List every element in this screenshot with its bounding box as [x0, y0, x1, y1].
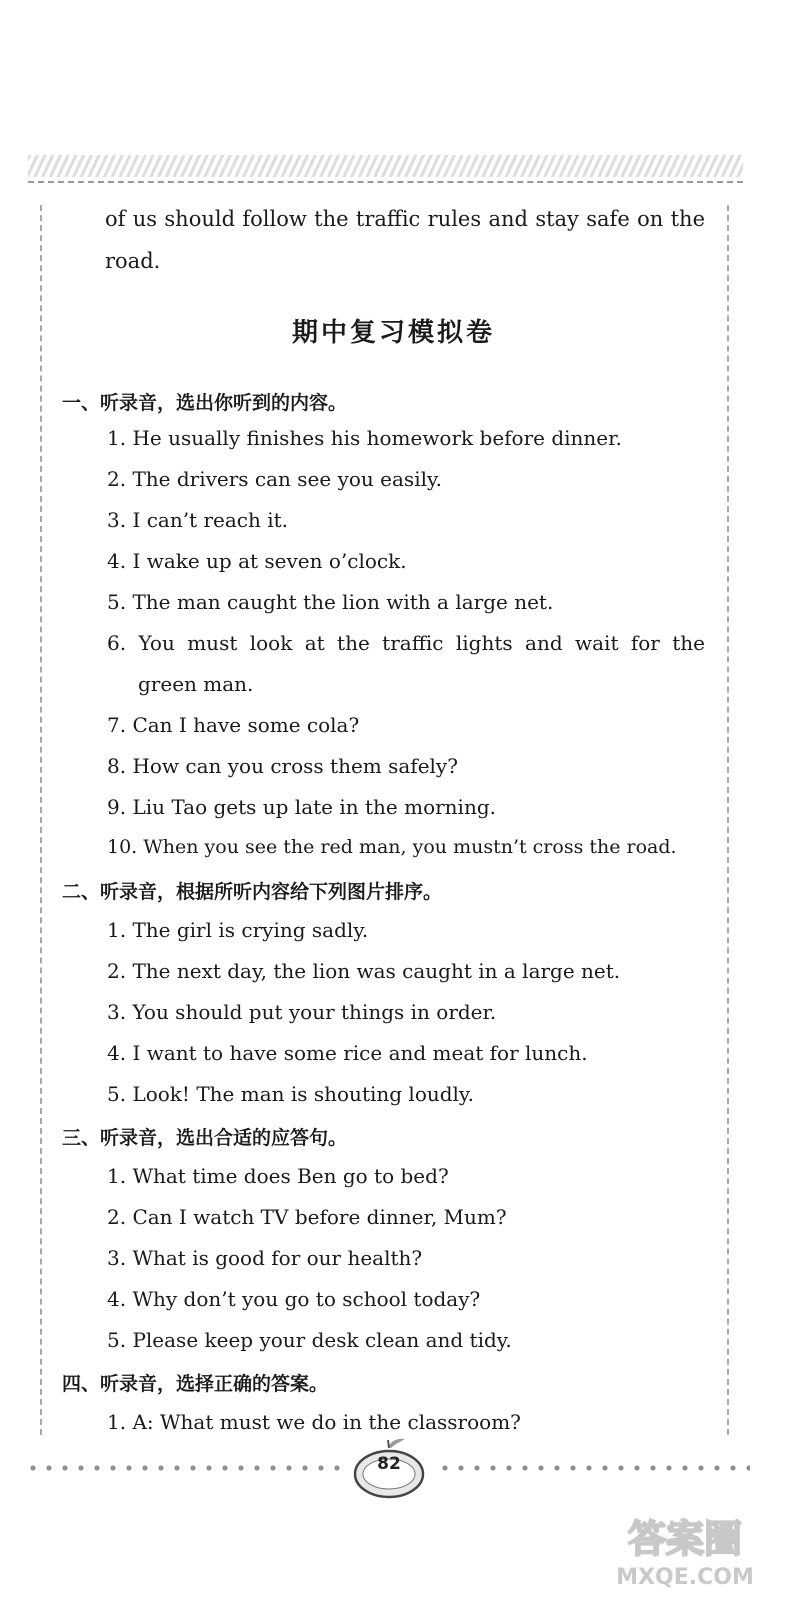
section-4-heading: 四、听录音，选择正确的答案。 — [62, 1373, 329, 1395]
right-margin-line — [727, 205, 729, 1435]
section-1-item: 9. Liu Tao gets up late in the morning. — [107, 795, 496, 819]
section-2-heading: 二、听录音，根据所听内容给下列图片排序。 — [62, 881, 443, 903]
section-1-item: 3. I can’t reach it. — [107, 508, 289, 532]
continuation-line-1: of us should follow the traffic rules and stay safe on the — [105, 207, 705, 231]
section-1-item: 6. You must look at the traffic lights and wait for the — [107, 631, 705, 655]
section-3-item: 5. Please keep your desk clean and tidy. — [107, 1328, 512, 1352]
section-2-item: 1. The girl is crying sadly. — [107, 918, 369, 942]
section-2-item: 2. The next day, the lion was caught in a large net. — [107, 959, 621, 983]
page-number: 82 — [377, 1454, 401, 1474]
section-2-item: 4. I want to have some rice and meat for lunch. — [107, 1041, 588, 1065]
section-1-item: 10. When you see the red man, you mustn’t cross the road. — [107, 836, 677, 858]
footer-dots-left — [28, 1460, 343, 1476]
continuation-line-2: road. — [105, 249, 161, 273]
continuation-paragraph — [105, 198, 705, 282]
svg-text:MXQE.COM: MXQE.COM — [616, 1565, 754, 1590]
section-1-item: 8. How can you cross them safely? — [107, 754, 458, 778]
section-1-item: 5. The man caught the lion with a large net. — [107, 590, 554, 614]
section-2-item: 5. Look! The man is shouting loudly. — [107, 1082, 474, 1106]
section-1-item-wrap: green man. — [138, 672, 254, 696]
section-3-heading: 三、听录音，选出合适的应答句。 — [62, 1127, 348, 1149]
section-4-item: 1. A: What must we do in the classroom? — [107, 1410, 521, 1434]
watermark-logo-icon — [590, 1500, 780, 1590]
watermark — [590, 1500, 780, 1590]
page-title: 期中复习模拟卷 — [291, 318, 495, 348]
section-2-item: 3. You should put your things in order. — [107, 1000, 497, 1024]
section-1-item: 2. The drivers can see you easily. — [107, 467, 442, 491]
section-1-item: 7. Can I have some cola? — [107, 713, 360, 737]
left-margin-line — [40, 205, 42, 1435]
section-3-item: 3. What is good for our health? — [107, 1246, 423, 1270]
footer-dots-right — [440, 1460, 750, 1476]
section-3-item: 4. Why don’t you go to school today? — [107, 1287, 481, 1311]
header-divider — [28, 181, 743, 183]
section-3-item: 2. Can I watch TV before dinner, Mum? — [107, 1205, 507, 1229]
svg-text:答案圈: 答案圈 — [627, 1517, 743, 1561]
header-decoration — [28, 155, 743, 177]
section-1-item: 4. I wake up at seven o’clock. — [107, 549, 407, 573]
section-1-item: 1. He usually finishes his homework before dinner. — [107, 426, 622, 450]
section-3-item: 1. What time does Ben go to bed? — [107, 1164, 449, 1188]
section-1-heading: 一、听录音，选出你听到的内容。 — [62, 392, 348, 414]
